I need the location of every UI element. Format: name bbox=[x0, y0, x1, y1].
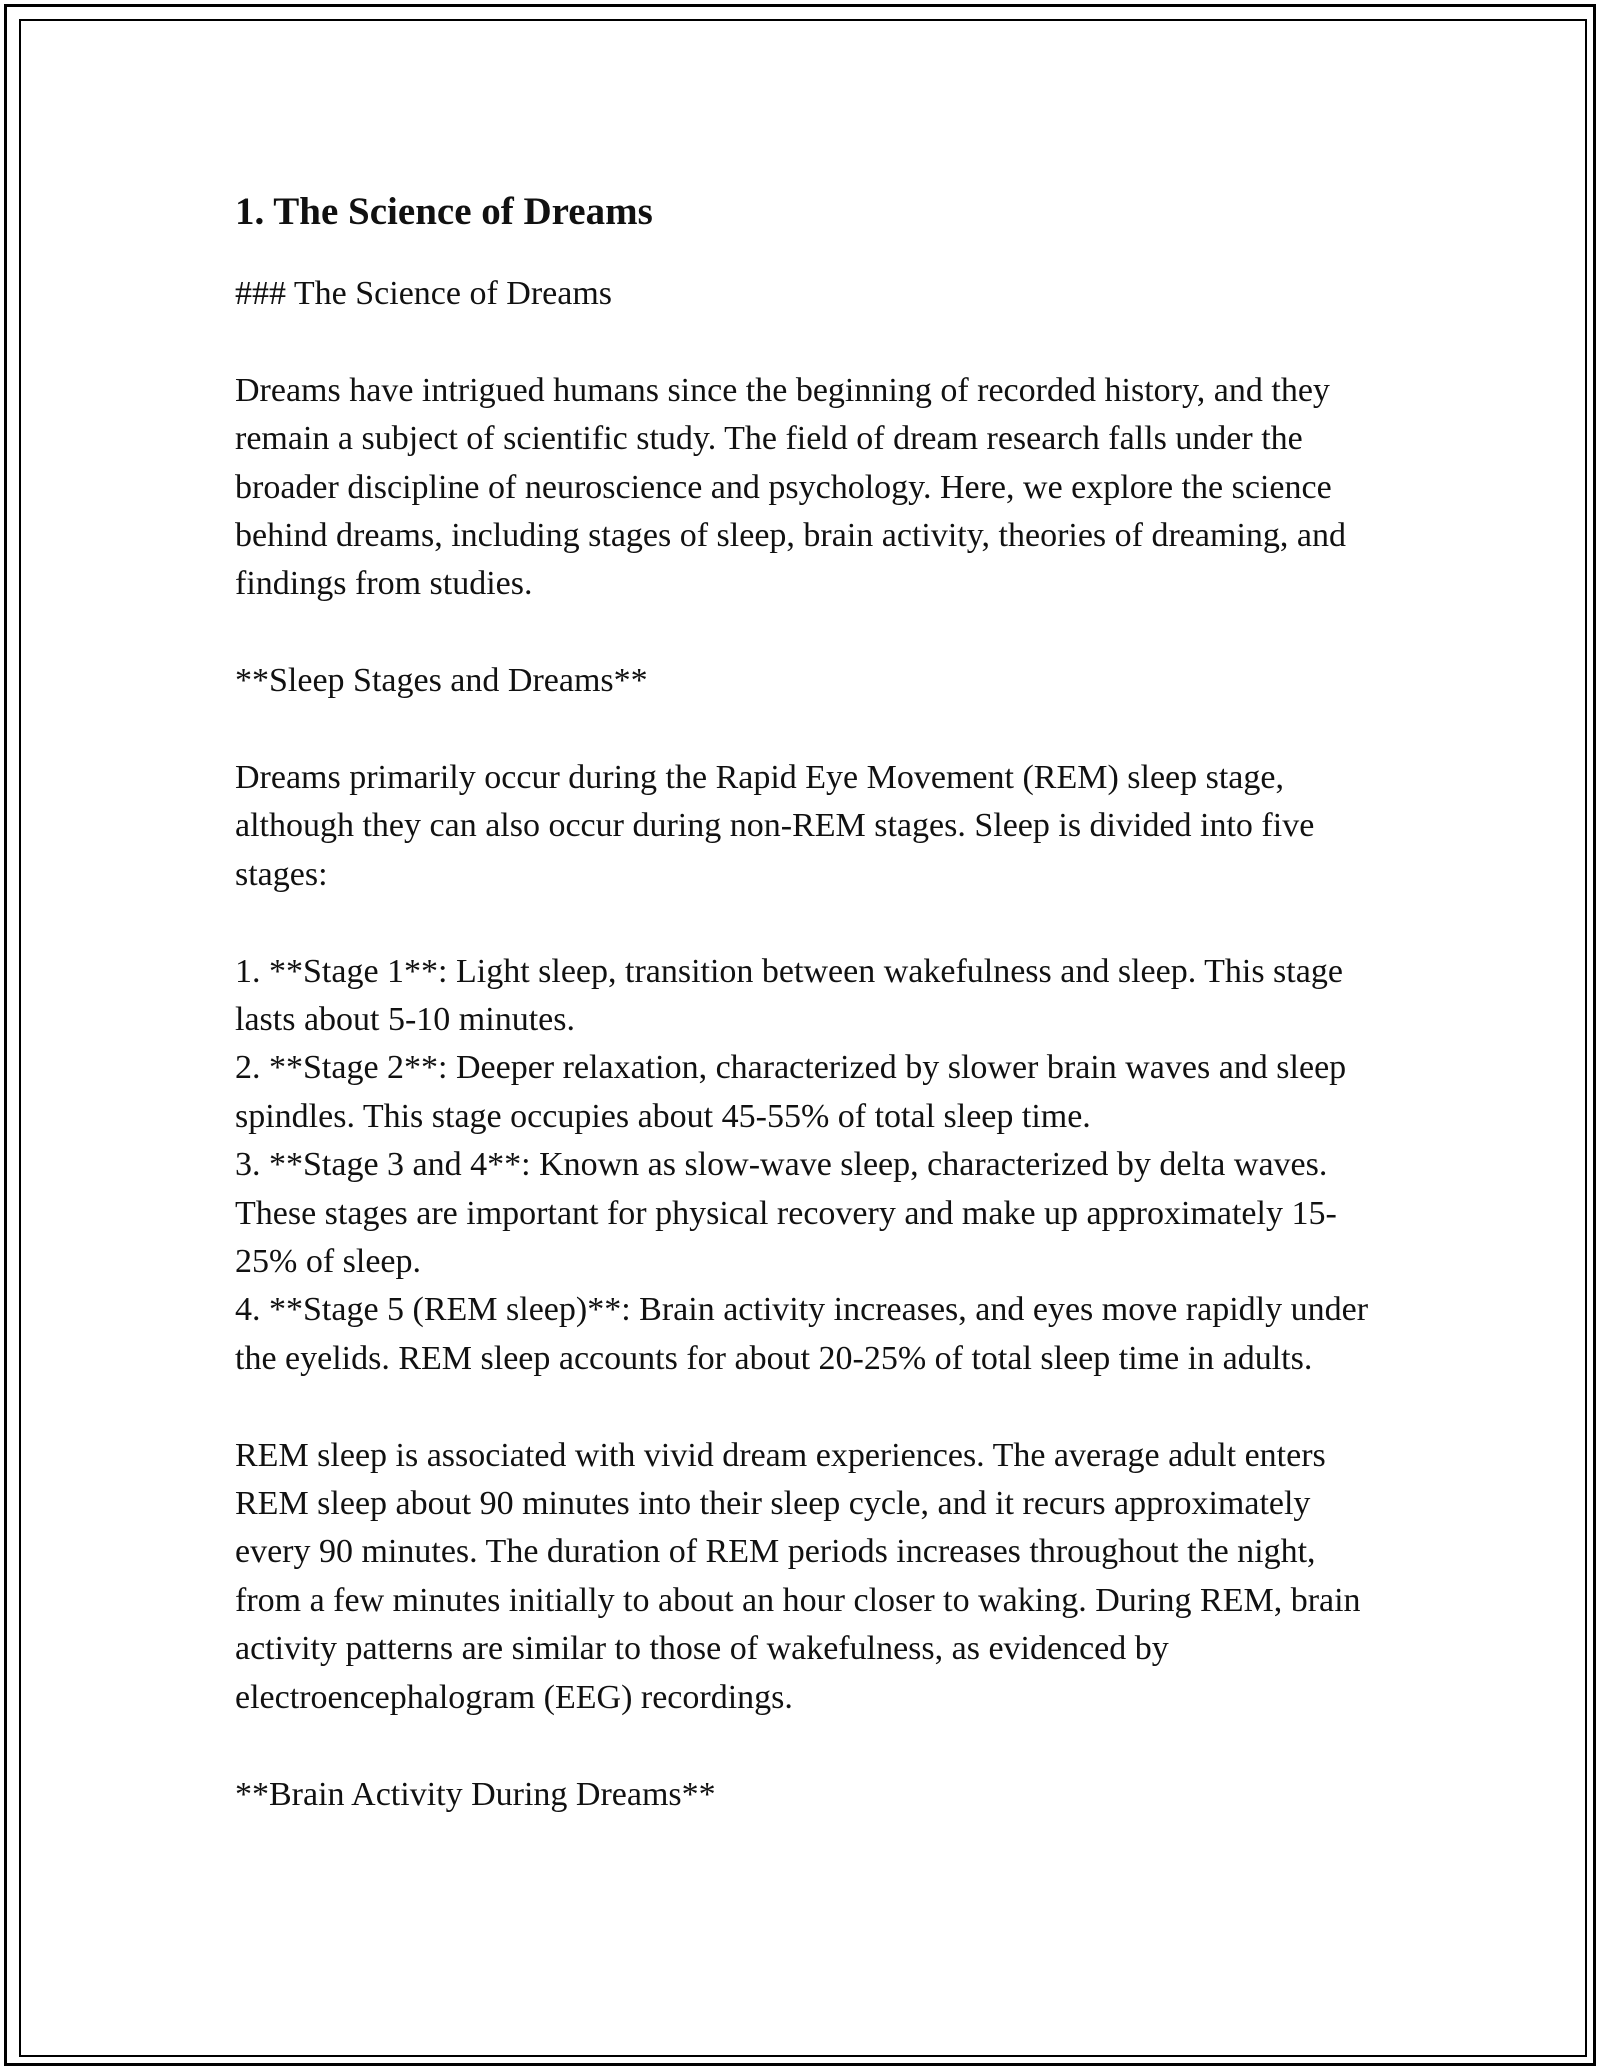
list-item: 3. **Stage 3 and 4**: Known as slow-wave sleep, characterized by delta waves. These stages are important for physical recovery and make up approximately 15-25% of sleep. bbox=[235, 1146, 1337, 1281]
list-item: 4. **Stage 5 (REM sleep)**: Brain activity increases, and eyes move rapidly under the eyelids. REM sleep accounts for about 20-25% of total sleep time in adults. bbox=[235, 1291, 1369, 1377]
sleep-stages-list bbox=[235, 948, 1385, 1384]
list-item: 2. **Stage 2**: Deeper relaxation, characterized by slower brain waves and sleep spindles. This stage occupies about 45-55% of total sleep time. bbox=[235, 1049, 1347, 1135]
list-item: 1. **Stage 1**: Light sleep, transition between wakefulness and sleep. This stage lasts about 5-10 minutes. bbox=[235, 952, 1343, 1039]
document-body bbox=[235, 186, 1385, 1867]
subheading-text: ### The Science of Dreams bbox=[235, 275, 613, 312]
sleep-stages-intro-paragraph: Dreams primarily occur during the Rapid Eye Movement (REM) sleep stage, although they can also occur during non-REM stages. Sleep is divided into five stages: bbox=[235, 759, 1315, 893]
section-heading-sleep-stages: **Sleep Stages and Dreams** bbox=[235, 662, 648, 700]
rem-sleep-paragraph: REM sleep is associated with vivid dream experiences. The average adult enters REM sleep about 90 minutes into their sleep cycle, and it recurs approximately every 90 minutes. The duration of REM periods increases throughout the night, from a few minutes initially to about an hour closer to waking. During REM, brain activity patterns are similar to those of wakefulness, as evidenced by electroencephalogram (EEG) recordings. bbox=[235, 1436, 1361, 1716]
section-heading-brain-activity: **Brain Activity During Dreams** bbox=[235, 1775, 716, 1813]
intro-paragraph: Dreams have intrigued humans since the beginning of recorded history, and they remain a subject of scientific study. The field of dream research falls under the broader discipline of neuroscience and psychology. Here, we explore the science behind dreams, including stages of sleep, brain activity, theories of dreaming, and findings from studies. bbox=[235, 371, 1346, 603]
document-title: 1. The Science of Dreams bbox=[235, 190, 653, 233]
